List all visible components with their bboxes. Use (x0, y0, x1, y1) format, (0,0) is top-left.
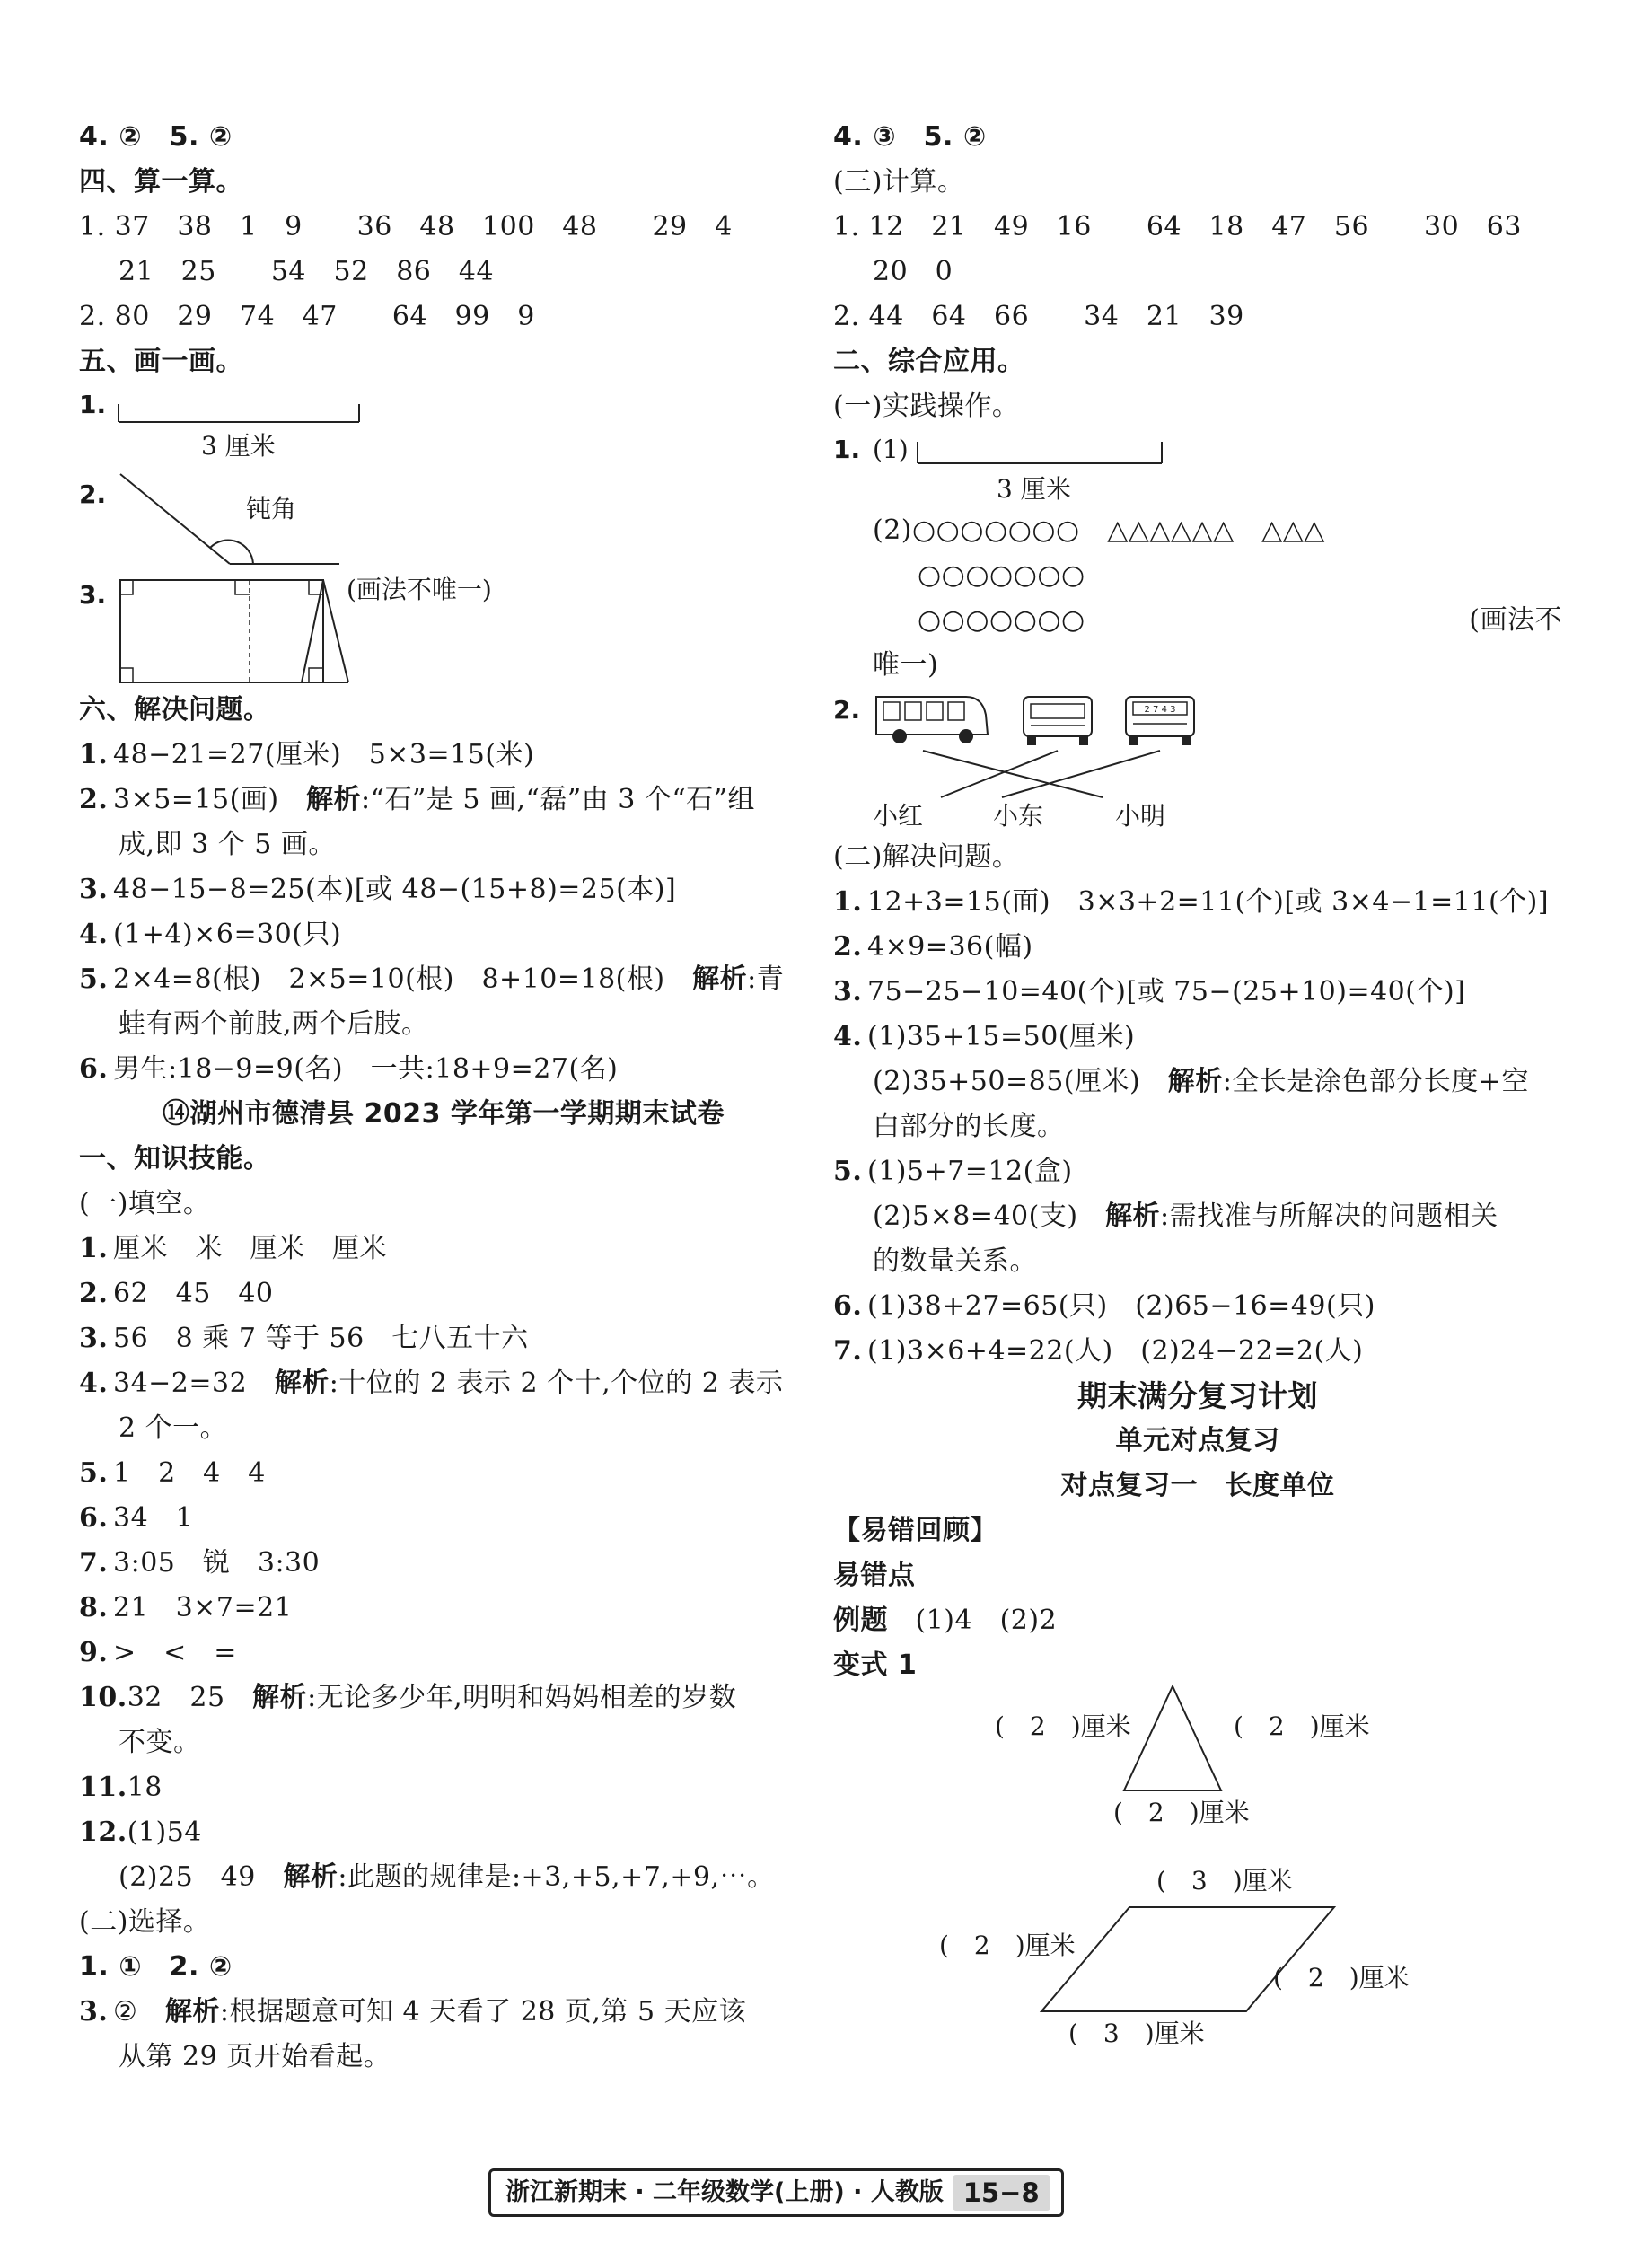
parallelogram-bottom-label: ( 3 )厘米 (1068, 2019, 1205, 2048)
answer-line: 2. 80 29 74 47 64 99 9 (79, 301, 535, 332)
subsection-heading: (二)解决问题。 (833, 841, 1020, 873)
fill-line: 3. 56 8 乘 7 等于 56 七八五十六 (79, 1323, 529, 1354)
item-number: 3. (79, 580, 107, 610)
parallelogram-top-label: ( 3 )厘米 (1156, 1866, 1293, 1896)
problem-line: (2)35+50=85(厘米) 解析:全长是涂色部分长度+空 (873, 1066, 1529, 1097)
answer-line: 4. ③ 5. ② (833, 121, 987, 153)
review-plan-subtitle: 单元对点复习 (1115, 1425, 1280, 1456)
problem-line: (2)5×8=40(支) 解析:需找准与所解决的问题相关 (873, 1201, 1498, 1232)
figure-segment (79, 384, 808, 471)
section-heading: 四、算一算。 (79, 166, 243, 198)
shapes-line: (2)○○○○○○○ △△△△△△ △△△ (873, 515, 1325, 546)
page-number: 15−8 (953, 2175, 1050, 2211)
fill-line: 7. 3:05 锐 3:30 (79, 1547, 321, 1579)
plate-number: 2 7 4 3 (1144, 705, 1176, 715)
fill-line: 8. 21 3×7=21 (79, 1592, 293, 1623)
error-point-heading: 易错点 (833, 1560, 916, 1591)
problem-line: 6. 男生:18−9=9(名) 一共:18+9=27(名) (79, 1053, 619, 1085)
bus-back-view (1126, 697, 1194, 745)
answer-line: 20 0 (873, 256, 953, 287)
section-bracket-heading: 【易错回顾】 (833, 1515, 997, 1546)
example-line: 例题 (1)4 (2)2 (833, 1605, 1058, 1636)
answer-line: 1. 37 38 1 9 36 48 100 48 29 4 (79, 211, 733, 242)
footer-title: 浙江新期末 · 二年级数学(上册) · 人教版 (505, 2178, 944, 2206)
problem-line: 7. (1)3×6+4=22(人) (2)24−22=2(人) (833, 1335, 1364, 1367)
angle-label: 钝角 (246, 494, 297, 523)
item-number: 1. (833, 435, 861, 464)
item-number: 1. (79, 390, 107, 419)
review-plan-title: 期末满分复习计划 (1077, 1378, 1318, 1413)
variant-heading: 变式 1 (833, 1649, 918, 1681)
fill-line: 5. 1 2 4 4 (79, 1457, 266, 1489)
figure-parallelogram (833, 1859, 1562, 2048)
exam-title: ⑭湖州市德清县 2023 学年第一学期期末试卷 (163, 1098, 725, 1130)
choice-line: 3. ② 解析:根据题意可知 4 天看了 28 页,第 5 天应该 (79, 1996, 747, 2028)
subsection-heading: (二)选择。 (79, 1906, 211, 1938)
bus-side-view (876, 697, 988, 743)
figure-rectangle (79, 567, 808, 688)
problem-line: 6. (1)38+27=65(只) (2)65−16=49(只) (833, 1290, 1375, 1322)
problem-line: 4. (1)35+15=50(厘米) (833, 1021, 1136, 1052)
fill-line: 12.(1)54 (79, 1817, 202, 1848)
figure-vehicle-matching (833, 688, 1562, 835)
problem-line: 2. 3×5=15(画) 解析:“石”是 5 画,“磊”由 3 个“石”组 (79, 784, 756, 815)
fill-line: 4. 34−2=32 解析:十位的 2 表示 2 个十,个位的 2 表示 (79, 1368, 784, 1399)
problem-line: 成,即 3 个 5 画。 (119, 829, 336, 860)
drawing-note: (画法不唯一) (347, 575, 492, 604)
fill-line: 不变。 (119, 1727, 201, 1758)
name-label: 小东 (993, 801, 1044, 831)
problem-line: 5. (1)5+7=12(盒) (833, 1156, 1073, 1187)
fill-line: 2. 62 45 40 (79, 1278, 274, 1309)
problem-line: 4. (1+4)×6=30(只) (79, 919, 342, 950)
section-heading: 六、解决问题。 (79, 694, 271, 726)
triangle-left-label: ( 2 )厘米 (995, 1711, 1131, 1741)
answer-line: 2. 44 64 66 34 21 39 (833, 301, 1244, 332)
figure-triangle (833, 1679, 1562, 1827)
fill-line: 2 个一。 (119, 1412, 228, 1444)
segment-label: 3 厘米 (997, 474, 1071, 504)
problem-line: 5. 2×4=8(根) 2×5=10(根) 8+10=18(根) 解析:青 (79, 963, 785, 995)
fill-line: 6. 34 1 (79, 1502, 194, 1534)
problem-line: 1. 48−21=27(厘米) 5×3=15(米) (79, 739, 535, 770)
review-plan-unit: 对点复习一 长度单位 (1060, 1470, 1335, 1501)
problem-line: 1. 12+3=15(面) 3×3+2=11(个)[或 3×4−1=11(个)] (833, 886, 1550, 918)
problem-line: 白部分的长度。 (873, 1111, 1065, 1142)
problem-line: 3. 48−15−8=25(本)[或 48−(15+8)=25(本)] (79, 874, 677, 905)
fill-line: (2)25 49 解析:此题的规律是:+3,+5,+7,+9,⋯。 (119, 1861, 775, 1893)
item-number: 2. (79, 479, 107, 509)
subsection-heading: (一)填空。 (79, 1188, 211, 1219)
subsection-heading: (一)实践操作。 (833, 391, 1020, 422)
section-heading: 二、综合应用。 (833, 346, 1025, 377)
segment-label: 3 厘米 (201, 431, 276, 461)
drawing-note: 唯一) (873, 649, 939, 681)
problem-line: 2. 4×9=36(幅) (833, 931, 1033, 963)
triangle-drawing (833, 1679, 1562, 1805)
sub-item: (1) (873, 435, 909, 464)
footer-badge (488, 2168, 1064, 2217)
parallelogram-right-label: ( 2 )厘米 (1273, 1963, 1410, 1992)
fill-line: 11.18 (79, 1772, 163, 1803)
section-heading: 一、知识技能。 (79, 1143, 271, 1174)
fill-line: 10.32 25 解析:无论多少年,明明和妈妈相差的岁数 (79, 1682, 737, 1713)
triangle-right-label: ( 2 )厘米 (1234, 1711, 1370, 1741)
subsection-heading: (三)计算。 (833, 166, 965, 198)
figure-segment-right (833, 429, 1562, 512)
answer-line: 21 25 54 52 86 44 (119, 256, 495, 287)
triangle-bottom-label: ( 2 )厘米 (1113, 1798, 1250, 1827)
left-column (79, 115, 808, 2080)
problem-line: 蛙有两个前肢,两个后肢。 (119, 1008, 429, 1040)
item-number: 2. (833, 695, 861, 725)
choice-line: 1. ① 2. ② (79, 1951, 233, 1983)
name-label: 小红 (873, 801, 924, 831)
parallelogram-left-label: ( 2 )厘米 (939, 1931, 1076, 1960)
right-column (833, 115, 1562, 2048)
section-heading: 五、画一画。 (79, 346, 243, 377)
fill-line: 9. > < = (79, 1637, 237, 1668)
problem-line: 3. 75−25−10=40(个)[或 75−(25+10)=40(个)] (833, 976, 1466, 1007)
bus-front-view (1024, 697, 1092, 745)
fill-line: 1. 厘米 米 厘米 厘米 (79, 1233, 387, 1264)
shapes-line: ○○○○○○○ (918, 559, 1085, 591)
answer-line: 4. ② 5. ② (79, 121, 233, 153)
choice-line: 从第 29 页开始看起。 (119, 2041, 391, 2072)
figure-obtuse-angle (79, 471, 808, 567)
answer-line: 1. 12 21 49 16 64 18 47 56 30 63 (833, 211, 1522, 242)
name-label: 小明 (1115, 801, 1166, 831)
problem-line: 的数量关系。 (873, 1245, 1037, 1277)
shapes-line: ○○○○○○○ (画法不 (918, 604, 1562, 636)
